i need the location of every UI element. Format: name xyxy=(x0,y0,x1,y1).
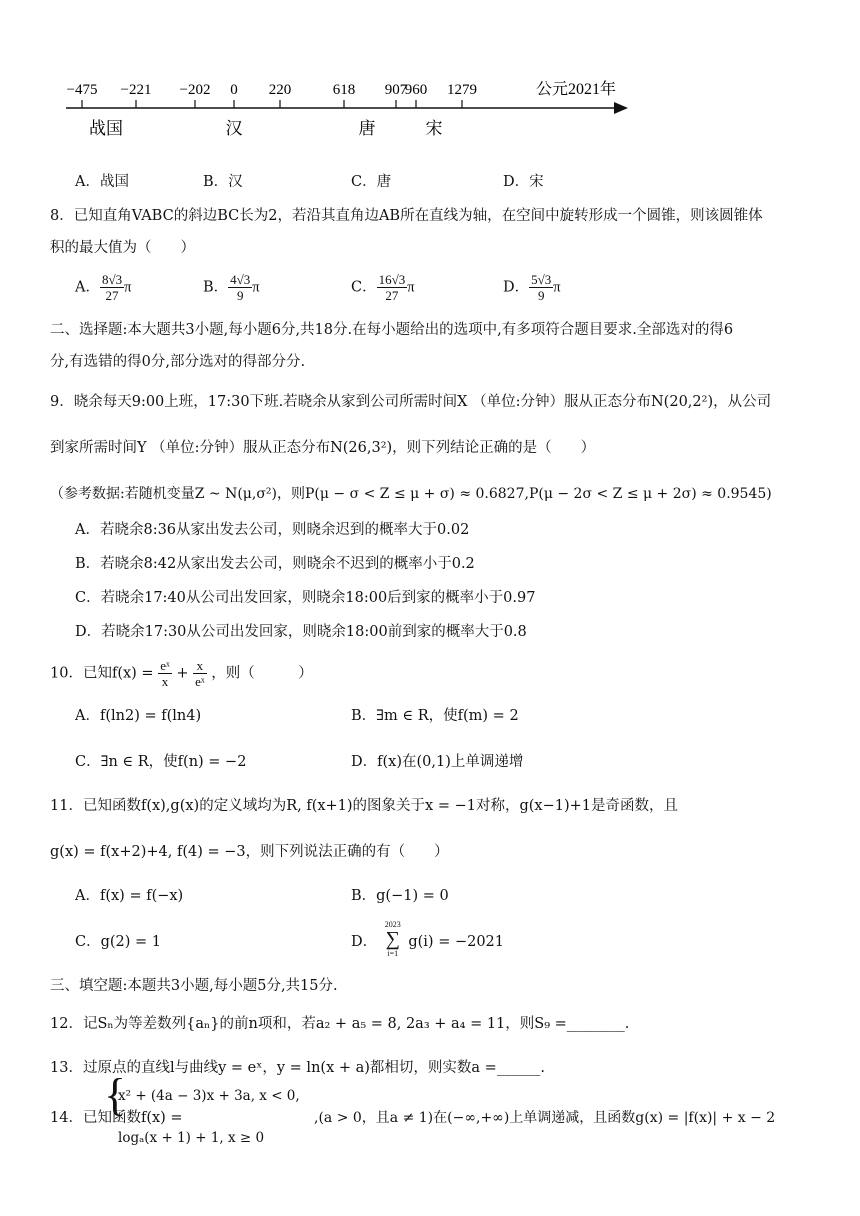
numerator: 5√3 xyxy=(531,272,552,287)
timeline xyxy=(0,70,860,150)
q11-option-b[interactable]: B．g(−1) = 0 xyxy=(351,888,449,904)
q11-stem-line1: 11．已知函数f(x),g(x)的定义域均为R, f(x+1)的图象关于x = −1对称，g(x−1)+1是奇函数，且 xyxy=(50,798,679,814)
q14-suffix: ,(a > 0，且a ≠ 1)在(−∞,+∞)上单调递减，且函数g(x) = |f(x)| + x − 2 xyxy=(314,1110,776,1126)
pi-symbol: π xyxy=(252,279,260,296)
q11-option-d[interactable] xyxy=(351,920,504,964)
q11-option-a[interactable]: A．f(x) = f(−x) xyxy=(75,888,184,904)
q9-option-d[interactable]: D．若晓余17:30从公司出发回家，则晓余18:00前到家的概率大于0.8 xyxy=(75,624,527,640)
q10-option-a[interactable]: A．f(ln2) = f(ln4) xyxy=(75,708,202,724)
sum-term: g(i) = −2021 xyxy=(408,934,505,950)
q8-option-b[interactable] xyxy=(203,272,260,303)
q10-suffix: ，则（ ） xyxy=(211,665,313,682)
q14-case2: logₐ(x + 1) + 1, x ≥ 0 xyxy=(118,1130,265,1146)
sum-upper: 2023 xyxy=(384,920,401,929)
fraction xyxy=(529,272,553,303)
sum-sign: ∑ xyxy=(385,928,400,950)
fraction xyxy=(193,658,207,689)
timeline-tick-label: 618 xyxy=(332,82,356,98)
q10-option-d[interactable]: D．f(x)在(0,1)上单调递增 xyxy=(351,754,524,770)
q14-case1: x² + (4a − 3)x + 3a, x < 0, xyxy=(118,1088,300,1104)
q12-stem: 12．记Sₙ为等差数列{aₙ}的前n项和，若a₂ + a₅ = 8, 2a₃ + a₄ = 11，则S₉ =________. xyxy=(50,1016,630,1032)
piecewise-brace: { xyxy=(104,1069,127,1120)
timeline-era-label: 汉 xyxy=(225,119,243,139)
section3-heading: 三、填空题:本题共3小题,每小题5分,共15分. xyxy=(50,978,338,994)
q13-stem: 13．过原点的直线l与曲线y = eˣ，y = ln(x + a)都相切，则实数a =______. xyxy=(50,1060,545,1076)
timeline-era-label: 唐 xyxy=(358,119,376,139)
q11-stem-line2: g(x) = f(x+2)+4, f(4) = −3，则下列说法正确的有（ ） xyxy=(50,844,449,860)
q7-option-d[interactable]: D．宋 xyxy=(503,174,544,190)
q9-option-a[interactable]: A．若晓余8:36从家出发去公司，则晓余迟到的概率大于0.02 xyxy=(75,522,470,538)
q9-stem-line1: 9．晓余每天9:00上班，17:30下班.若晓余从家到公司所需时间X （单位:分钟）服从正态分布N(20,2²)，从公司 xyxy=(50,394,772,410)
numerator: 8√3 xyxy=(101,272,123,287)
denominator: x xyxy=(161,674,169,689)
section2-heading-line2: 分,有选错的得0分,部分选对的得部分分. xyxy=(50,354,306,370)
plus-sign: + xyxy=(176,665,189,682)
timeline-end-label: 公元2021年 xyxy=(536,81,617,98)
numerator: 16√3 xyxy=(378,272,406,287)
fraction xyxy=(377,272,408,303)
sum-lower: i=1 xyxy=(387,949,399,958)
timeline-era-label: 战国 xyxy=(89,119,123,139)
q14-prefix: 14．已知函数f(x) = xyxy=(50,1110,183,1126)
q8-option-d[interactable] xyxy=(503,272,561,303)
q10-option-b[interactable]: B．∃m ∈ R，使f(m) = 2 xyxy=(351,708,519,724)
q9-option-c[interactable]: C．若晓余17:40从公司出发回家，则晓余18:00后到家的概率小于0.97 xyxy=(75,590,536,606)
option-label: B． xyxy=(203,279,229,296)
denominator: 9 xyxy=(236,288,244,303)
q8-option-a[interactable] xyxy=(75,272,131,303)
q8-option-c[interactable] xyxy=(351,272,415,303)
numerator: 4√3 xyxy=(230,272,251,287)
q9-reference: （参考数据:若随机变量Z ~ N(μ,σ²)，则P(μ − σ < Z ≤ μ + σ) ≈ 0.6827,P(μ − 2σ < Z ≤ μ + 2σ) ≈ 0.9545) xyxy=(50,486,772,502)
q8-stem-line2: 积的最大值为（ ） xyxy=(50,240,195,256)
q10-stem xyxy=(50,658,313,689)
q7-option-a[interactable]: A．战国 xyxy=(75,174,129,190)
q7-option-b[interactable]: B．汉 xyxy=(203,174,243,190)
sum-operator xyxy=(382,920,404,958)
denominator: 27 xyxy=(105,288,119,303)
denominator: 9 xyxy=(537,288,545,303)
q9-stem-line2: 到家所需时间Y （单位:分钟）服从正态分布N(26,3²)，则下列结论正确的是（ ） xyxy=(50,440,596,456)
timeline-tick-label: 0 xyxy=(230,82,238,98)
option-label: D． xyxy=(351,934,378,950)
q10-option-c[interactable]: C．∃n ∈ R，使f(n) = −2 xyxy=(75,754,247,770)
q7-option-c[interactable]: C．唐 xyxy=(351,174,392,190)
pi-symbol: π xyxy=(407,279,415,296)
timeline-tick-label: −202 xyxy=(179,82,211,98)
q9-option-b[interactable]: B．若晓余8:42从家出发去公司，则晓余不迟到的概率小于0.2 xyxy=(75,556,475,572)
pi-symbol: π xyxy=(553,279,561,296)
timeline-axis xyxy=(66,102,628,114)
q11-option-c[interactable]: C．g(2) = 1 xyxy=(75,934,162,950)
fraction xyxy=(228,272,252,303)
denominator: 27 xyxy=(385,288,399,303)
section2-heading-line1: 二、选择题:本大题共3小题,每小题6分,共18分.在每小题给出的选项中,有多项符合题目要求.全部选对的得6 xyxy=(50,322,734,338)
numerator: x xyxy=(193,658,207,674)
timeline-tick-label: 1279 xyxy=(447,82,477,98)
q8-stem-line1: 8．已知直角VABC的斜边BC长为2，若沿其直角边AB所在直线为轴，在空间中旋转形成一个圆锥，则该圆锥体 xyxy=(50,208,763,224)
pi-symbol: π xyxy=(124,279,132,296)
timeline-era-label: 宋 xyxy=(425,119,443,139)
option-label: A． xyxy=(75,279,100,296)
option-label: C． xyxy=(351,279,377,296)
fraction xyxy=(158,658,172,689)
numerator: eˣ xyxy=(160,658,170,673)
denominator: eˣ xyxy=(195,674,205,689)
q10-prefix: 10．已知f(x) = xyxy=(50,665,154,682)
timeline-tick-label: 907 xyxy=(384,82,408,98)
option-label: D． xyxy=(503,279,530,296)
timeline-tick-label: 960 xyxy=(404,82,428,98)
timeline-tick-label: −475 xyxy=(66,82,98,98)
fraction xyxy=(100,272,124,303)
timeline-tick-label: −221 xyxy=(120,82,152,98)
timeline-tick-label: 220 xyxy=(268,82,292,98)
